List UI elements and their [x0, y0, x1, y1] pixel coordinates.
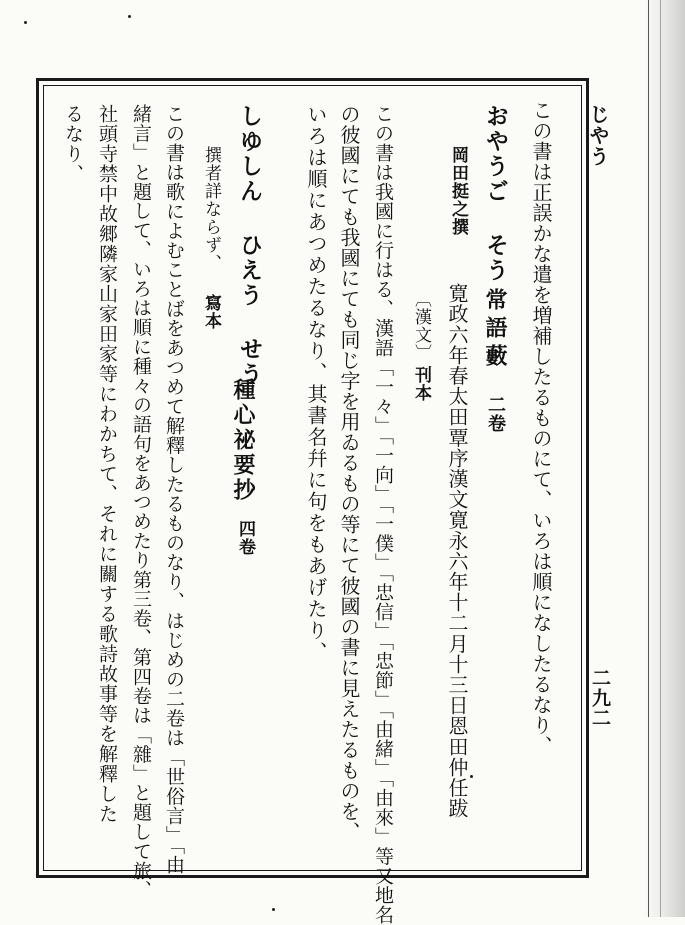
- entry2-description-line1: この書は歌によむことばをあつめて解釋したるものなり、はじめの二卷は「世俗言」「由: [163, 104, 185, 875]
- prev-entry-description: この書は正誤かな遣を増補したるものにて、いろは順になしたるなり、: [529, 100, 553, 756]
- entry-pub-format: 〔漢文〕: [411, 290, 431, 362]
- entry-title: 常語藪: [482, 288, 508, 372]
- entry2-pub-type: 寫本: [201, 294, 221, 330]
- page-edge-line: [660, 0, 661, 917]
- scan-speck: [272, 908, 275, 911]
- entry2-reading: しゆしん ひえう せう: [236, 104, 263, 387]
- page-edge-line: [648, 0, 649, 917]
- page-edge-shadow: [643, 0, 685, 917]
- scan-speck: [128, 15, 131, 18]
- entry2-description-line4: るなり、: [62, 104, 84, 184]
- entry-author: 岡田挺之撰: [448, 146, 468, 236]
- scan-speck: [24, 21, 27, 24]
- entry-pub-type: 刊本: [411, 366, 431, 402]
- entry2-description-line2: 緒言」と題して、いろは順に種々の語句をあつめたり第三卷、第四卷は「雜」と題して旅、: [130, 104, 152, 900]
- entry2-author: 撰者詳ならず、: [201, 146, 221, 272]
- entry2-title: 種心祕要抄: [230, 378, 256, 503]
- entry2-description-line3: 社頭寺禁中故郷隣家山家田家等にわかちて、それに關する歌詩故事等を解釋した: [96, 104, 118, 824]
- entry-description-line2: の彼國にても我國にても同じ字を用ゐるもの等にて彼國の書に見えたるものを、: [337, 104, 361, 842]
- entry-description-line1: この書は我國に行はる、漢語「一々」「一向」「一僕」「忠信」「忠節」「由緒」「由來」等又地名: [372, 104, 394, 925]
- entry-description-line3: いろは順にあつめたるなり、其書名幷に句をもあげたり、: [304, 104, 328, 663]
- entry-reading: おやうご そう: [482, 104, 509, 283]
- entry-preface-info: 寛政六年春太田覃序漢文寛永六年十二月十三日恩田仲任跋: [445, 283, 469, 819]
- entry-volumes: 二卷: [485, 395, 506, 433]
- page-number: 二九二: [589, 668, 611, 728]
- entry2-volumes: 四卷: [235, 520, 255, 556]
- section-header: じやう: [586, 104, 610, 167]
- scan-speck: [470, 775, 473, 778]
